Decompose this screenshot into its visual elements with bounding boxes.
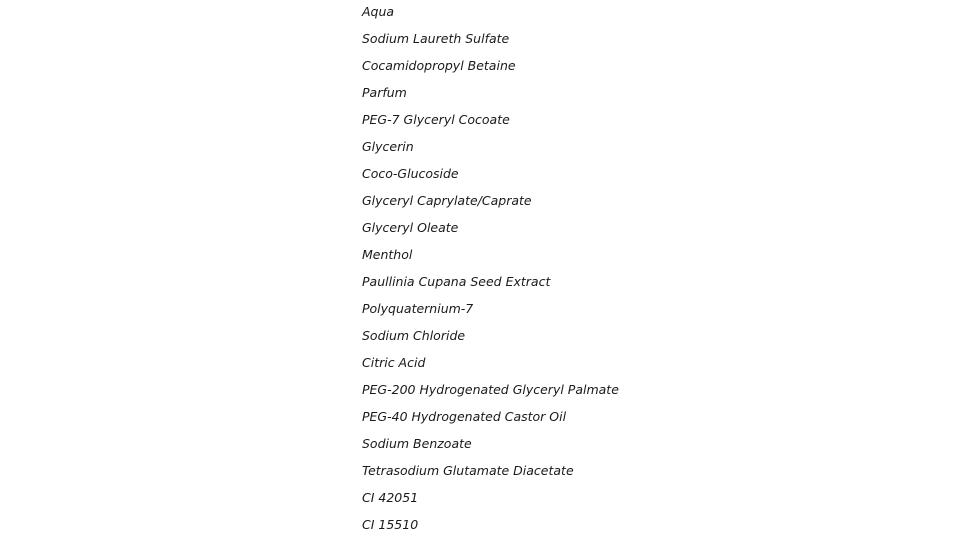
ingredient-item: Sodium Benzoate (362, 436, 472, 451)
ingredient-item: Tetrasodium Glutamate Diacetate (362, 463, 574, 478)
ingredient-item: Polyquaternium-7 (362, 301, 474, 316)
ingredient-item: CI 42051 (362, 490, 419, 505)
ingredient-item: Citric Acid (362, 355, 426, 370)
ingredient-item: Sodium Laureth Sulfate (362, 31, 510, 46)
ingredient-item: Menthol (362, 247, 413, 262)
ingredient-item: Paullinia Cupana Seed Extract (362, 274, 551, 289)
ingredient-item: Cocamidopropyl Betaine (362, 58, 516, 73)
ingredient-list (362, 3, 619, 543)
ingredient-item: PEG-40 Hydrogenated Castor Oil (362, 409, 567, 424)
ingredient-item: Coco-Glucoside (362, 166, 459, 181)
ingredient-item: Glyceryl Oleate (362, 220, 459, 235)
ingredient-item: Parfum (362, 85, 407, 100)
ingredient-item: Sodium Chloride (362, 328, 466, 343)
ingredient-item: Aqua (362, 4, 395, 19)
ingredient-item: CI 15510 (362, 517, 419, 532)
ingredient-item: Glyceryl Caprylate/Caprate (362, 193, 532, 208)
ingredient-item: Glycerin (362, 139, 414, 154)
ingredient-item: PEG-200 Hydrogenated Glyceryl Palmate (362, 382, 619, 397)
ingredient-item: PEG-7 Glyceryl Cocoate (362, 112, 510, 127)
